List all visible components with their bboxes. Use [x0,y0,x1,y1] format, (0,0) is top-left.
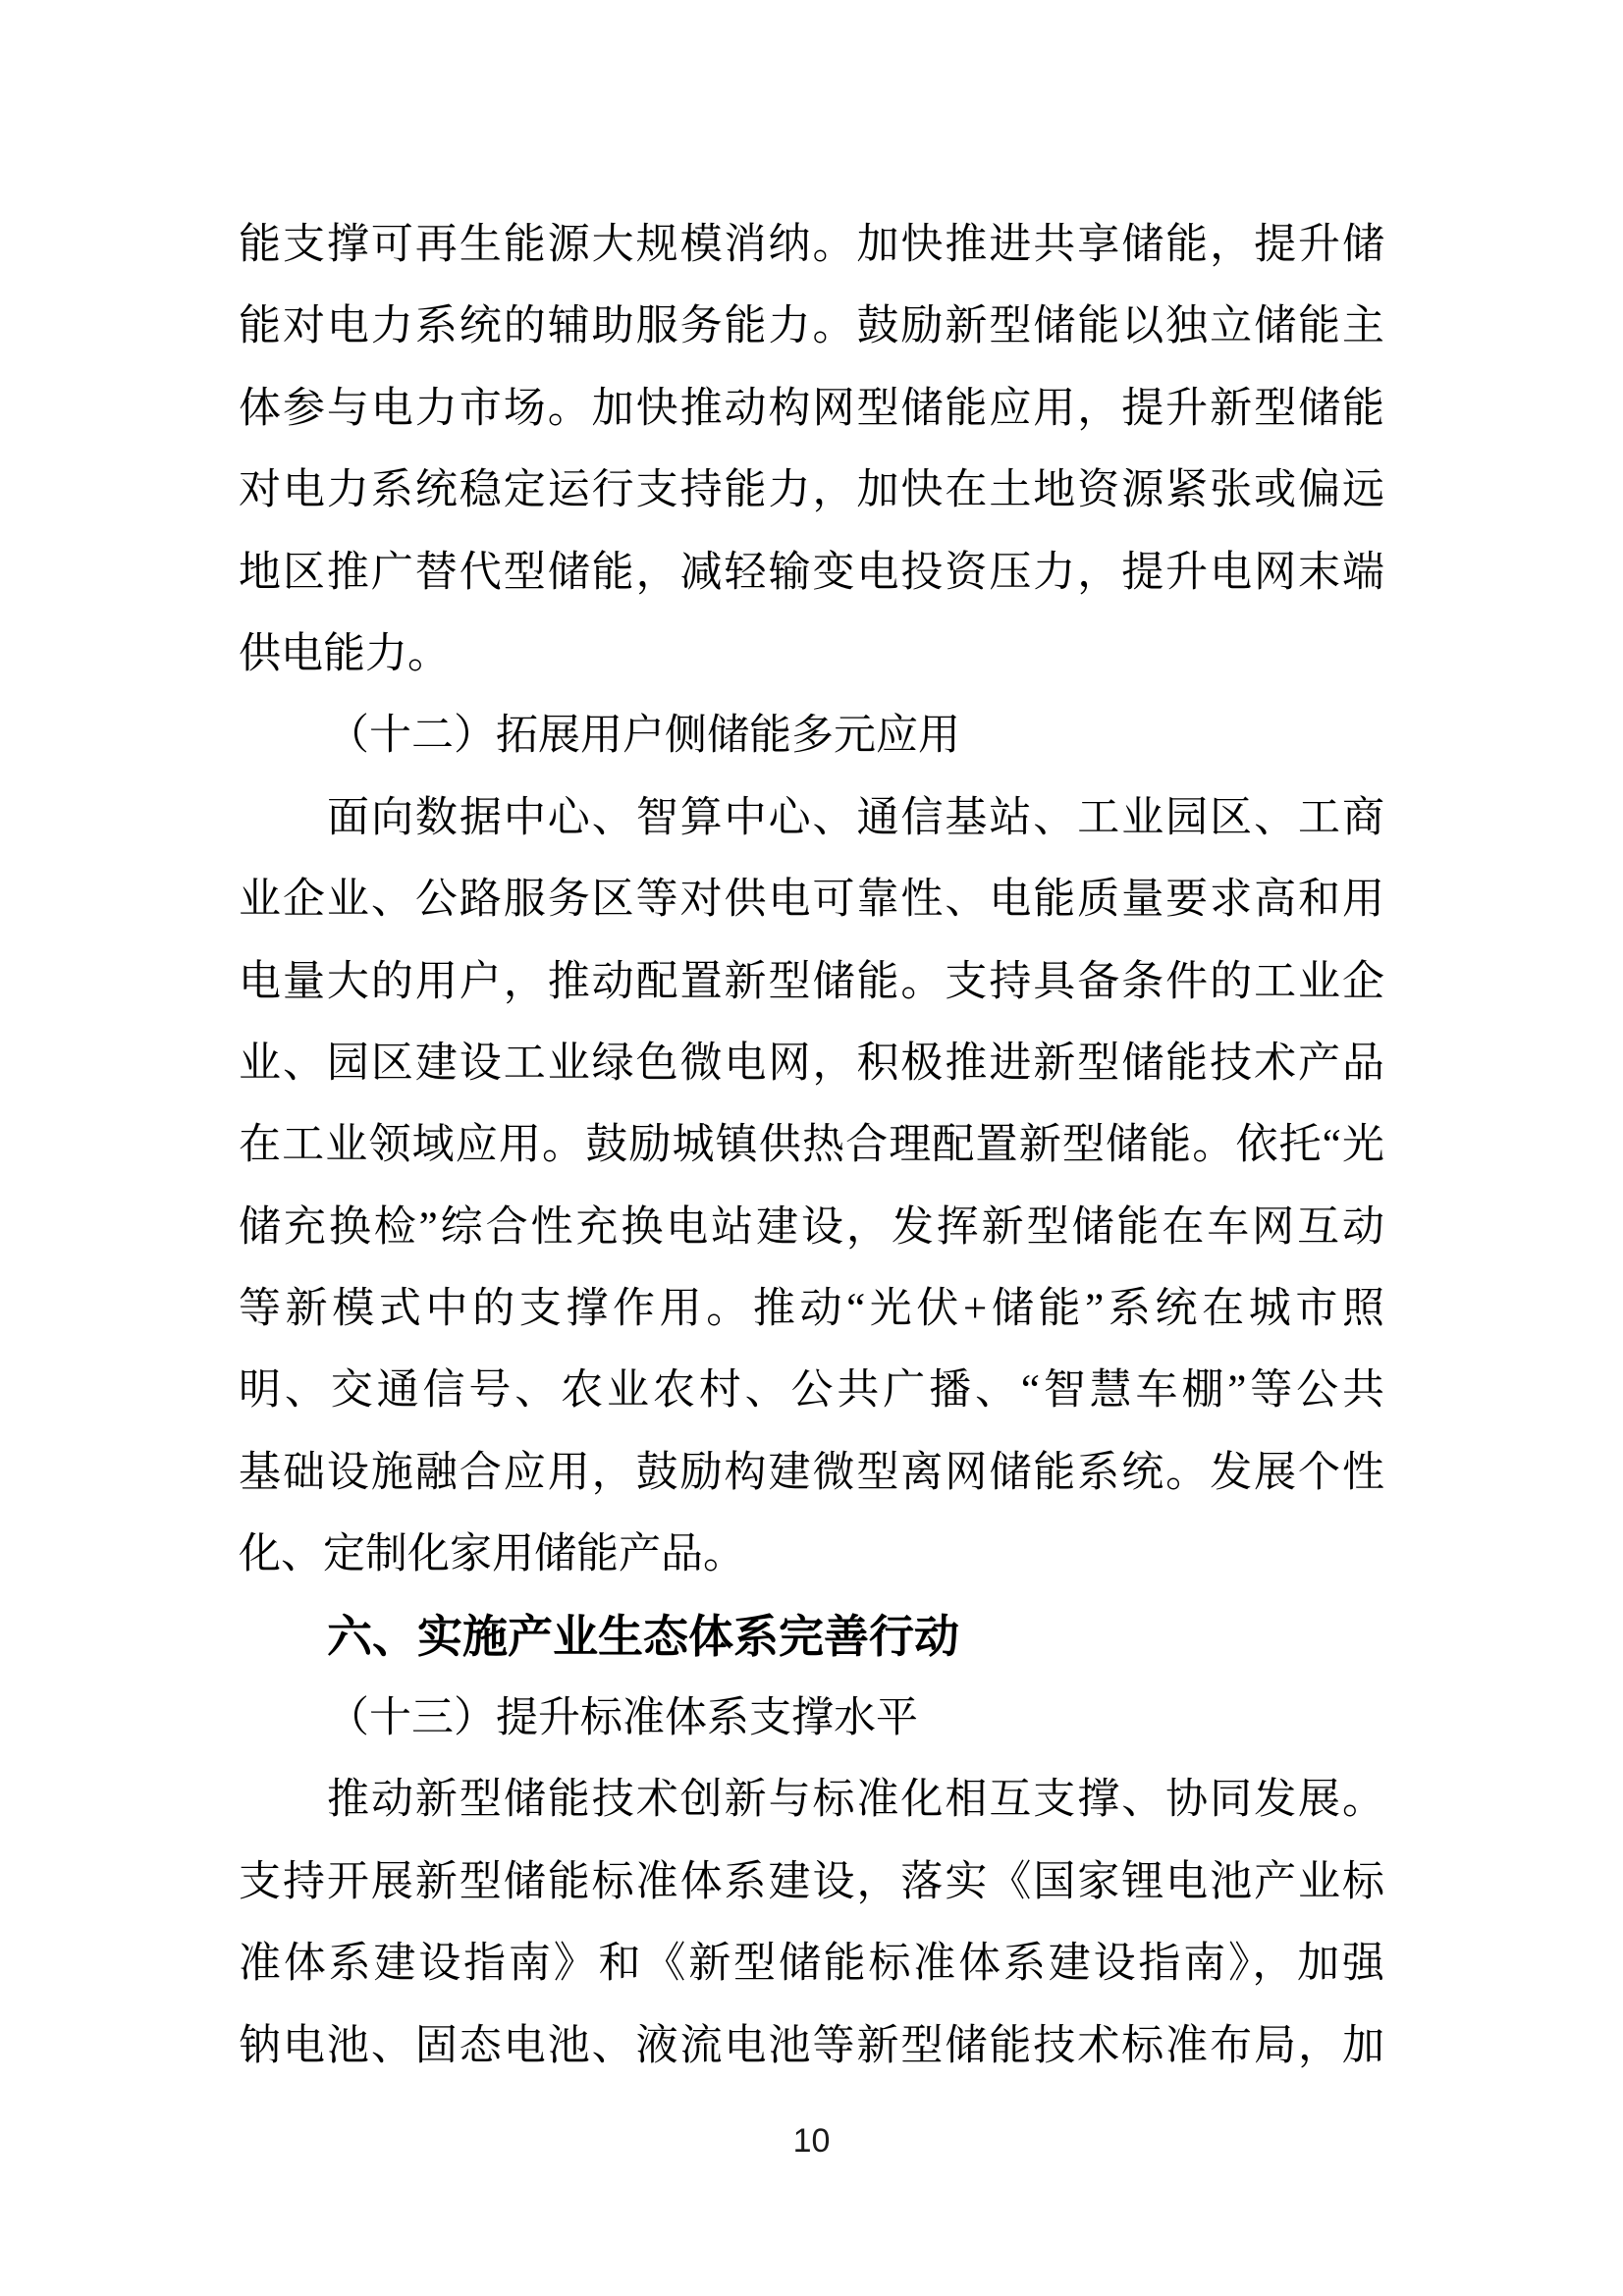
text-line: 供电能力。 [239,630,450,677]
document-body [239,204,1384,2087]
text-line: 面向数据中心、智算中心、通信基站、工业园区、工商 [327,794,1384,841]
text-line: 准体系建设指南》和《新型储能标准体系建设指南》，加强 [239,1941,1384,1988]
chapter-heading: 六、实施产业生态体系完善行动 [327,1610,959,1662]
text-line: 储充换检”综合性充换电站建设，发挥新型储能在车网互动 [239,1203,1384,1251]
text-line: 电量大的用户，推动配置新型储能。支持具备条件的工业企 [239,958,1384,1005]
text-line: 化、定制化家用储能产品。 [239,1531,745,1578]
text-line: 地区推广替代型储能，减轻输变电投资压力，提升电网末端 [239,549,1384,596]
text-line: 业、园区建设工业绿色微电网，积极推进新型储能技术产品 [239,1040,1384,1087]
text-line: 能对电力系统的辅助服务能力。鼓励新型储能以独立储能主 [239,303,1384,350]
text-line: 明、交通信号、农业农村、公共广播、“智慧车棚”等公共 [239,1367,1384,1415]
text-line: 推动新型储能技术创新与标准化相互支撑、协同发展。 [327,1777,1384,1824]
text-line: 体参与电力市场。加快推动构网型储能应用，提升新型储能 [239,385,1384,432]
page-number: 10 [792,2122,831,2160]
text-line: 钠电池、固态电池、液流电池等新型储能技术标准布局，加 [239,2022,1384,2069]
text-line: 支持开展新型储能标准体系建设，落实《国家锂电池产业标 [239,1858,1384,1905]
text-line: 在工业领域应用。鼓励城镇供热合理配置新型储能。依托“光 [239,1122,1384,1169]
text-line: 业企业、公路服务区等对供电可靠性、电能质量要求高和用 [239,877,1384,924]
text-line: 能支撑可再生能源大规模消纳。加快推进共享储能，提升储 [239,222,1384,268]
text-line: 基础设施融合应用，鼓励构建微型离网储能系统。发展个性 [239,1449,1384,1496]
section-heading: （十三）提升标准体系支撑水平 [327,1695,918,1742]
section-heading: （十二）拓展用户侧储能多元应用 [327,713,960,760]
text-line: 对电力系统稳定运行支持能力，加快在土地资源紧张或偏远 [239,467,1384,514]
text-line: 等新模式中的支撑作用。推动“光伏+储能”系统在城市照 [239,1286,1384,1333]
